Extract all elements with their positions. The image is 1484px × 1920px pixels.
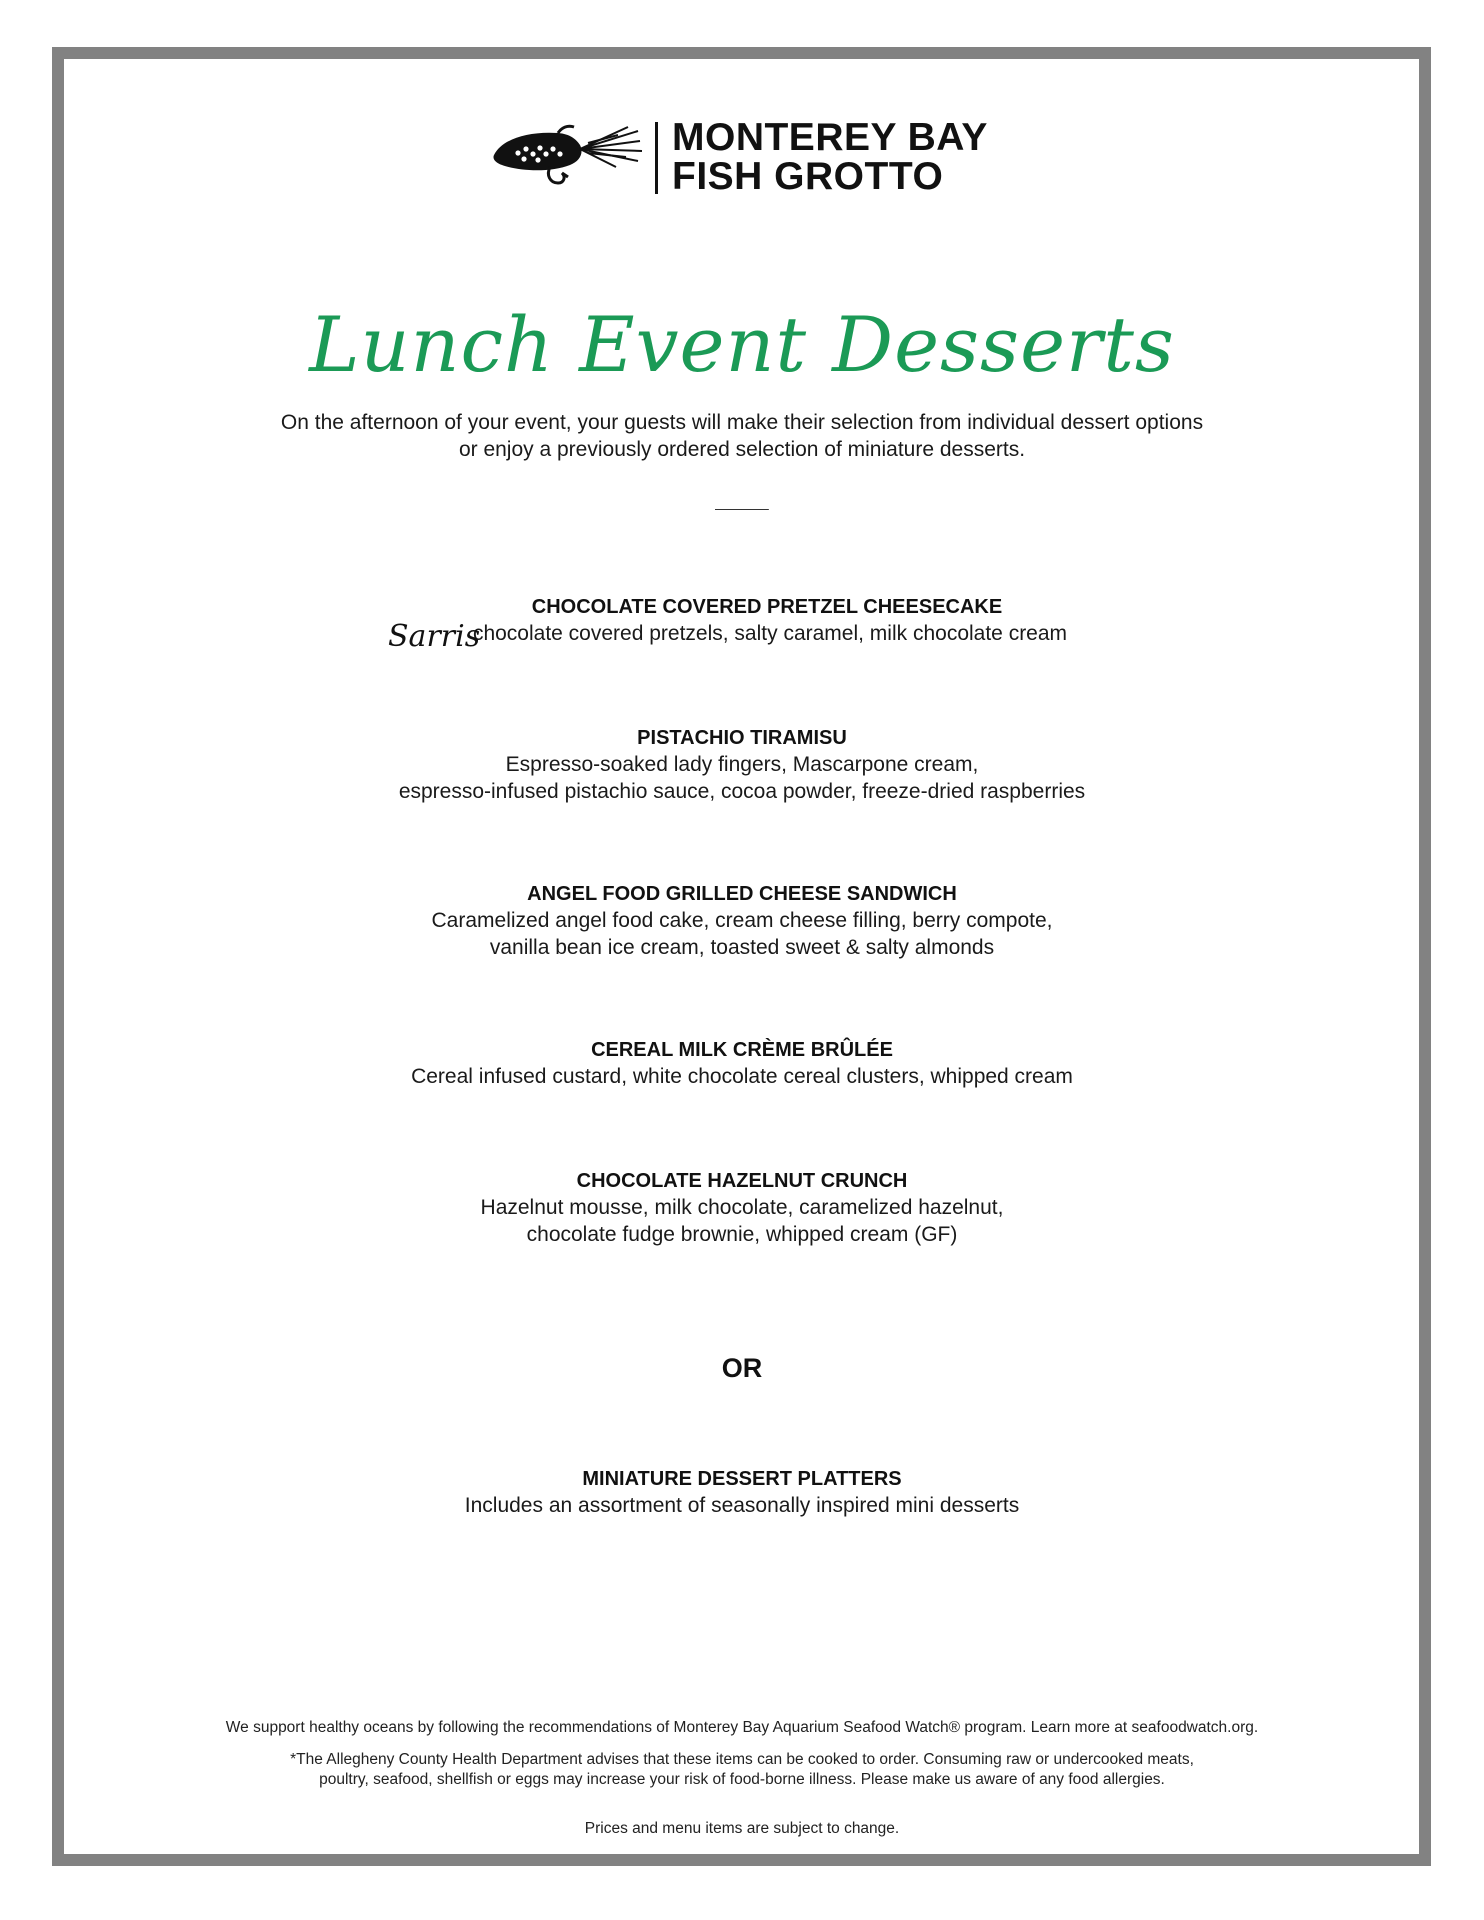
section-divider: ______ [715, 494, 769, 511]
restaurant-logo [488, 118, 1008, 198]
dessert-name: CHOCOLATE HAZELNUT CRUNCH [576, 1170, 908, 1192]
health-advisory-line-2: poultry, seafood, shellfish or eggs may increase your risk of food-borne illness. Please make us aware of any food allergies. [319, 1771, 1165, 1788]
logo-line-1: MONTEREY BAY [672, 116, 988, 159]
intro-line-2: or enjoy a previously ordered selection of miniature desserts. [458, 438, 1026, 461]
platter-name: MINIATURE DESSERT PLATTERS [582, 1468, 902, 1490]
dessert-description: Espresso-soaked lady fingers, Mascarpone cream, [505, 753, 979, 776]
dessert-name: CEREAL MILK CRÈME BRÛLÉE [591, 1039, 893, 1061]
sarris-brand-logo: Sarris [388, 619, 481, 654]
dessert-description: espresso-infused pistachio sauce, cocoa powder, freeze-dried raspberries [398, 780, 1086, 803]
fly-lure-icon [488, 123, 643, 188]
dessert-description: Caramelized angel food cake, cream cheese filling, berry compote, [431, 909, 1053, 932]
logo-wordmark [672, 118, 988, 196]
dessert-description: vanilla bean ice cream, toasted sweet & salty almonds [489, 936, 995, 959]
dessert-name: ANGEL FOOD GRILLED CHEESE SANDWICH [527, 883, 957, 905]
page-title: Lunch Event Desserts [309, 300, 1175, 389]
dessert-description: chocolate covered pretzels, salty caramel, milk chocolate cream [472, 622, 1068, 645]
logo-line-2: FISH GROTTO [672, 155, 944, 198]
dessert-description: chocolate fudge brownie, whipped cream (GF) [526, 1223, 958, 1246]
dessert-name: CHOCOLATE COVERED PRETZEL CHEESECAKE [531, 596, 1003, 618]
dessert-platter-item [0, 1466, 1484, 1519]
prices-note: Prices and menu items are subject to change. [584, 1820, 900, 1837]
health-advisory [0, 1750, 1484, 1790]
health-advisory-line-1: *The Allegheny County Health Department advises that these items can be cooked to order. Consuming raw or undercooked meats, [290, 1751, 1194, 1768]
seafood-watch-note: We support healthy oceans by following the recommendations of Monterey Bay Aquarium Seafood Watch® program. Learn more at seafoodwatch.org. [225, 1719, 1259, 1736]
platter-description: Includes an assortment of seasonally inspired mini desserts [464, 1494, 1020, 1517]
dessert-description: Cereal infused custard, white chocolate cereal clusters, whipped cream [411, 1065, 1073, 1088]
intro-line-1: On the afternoon of your event, your guests will make their selection from individual dessert options [280, 411, 1204, 434]
dessert-description: Hazelnut mousse, milk chocolate, caramelized hazelnut, [480, 1196, 1004, 1219]
dessert-item [0, 1037, 1484, 1090]
dessert-item [0, 725, 1484, 805]
dessert-item [0, 594, 1484, 647]
dessert-name: PISTACHIO TIRAMISU [637, 727, 847, 749]
dessert-item [0, 881, 1484, 961]
or-separator: OR [721, 1353, 763, 1383]
logo-divider [655, 122, 658, 194]
dessert-item [0, 1168, 1484, 1248]
intro-text [0, 409, 1484, 463]
